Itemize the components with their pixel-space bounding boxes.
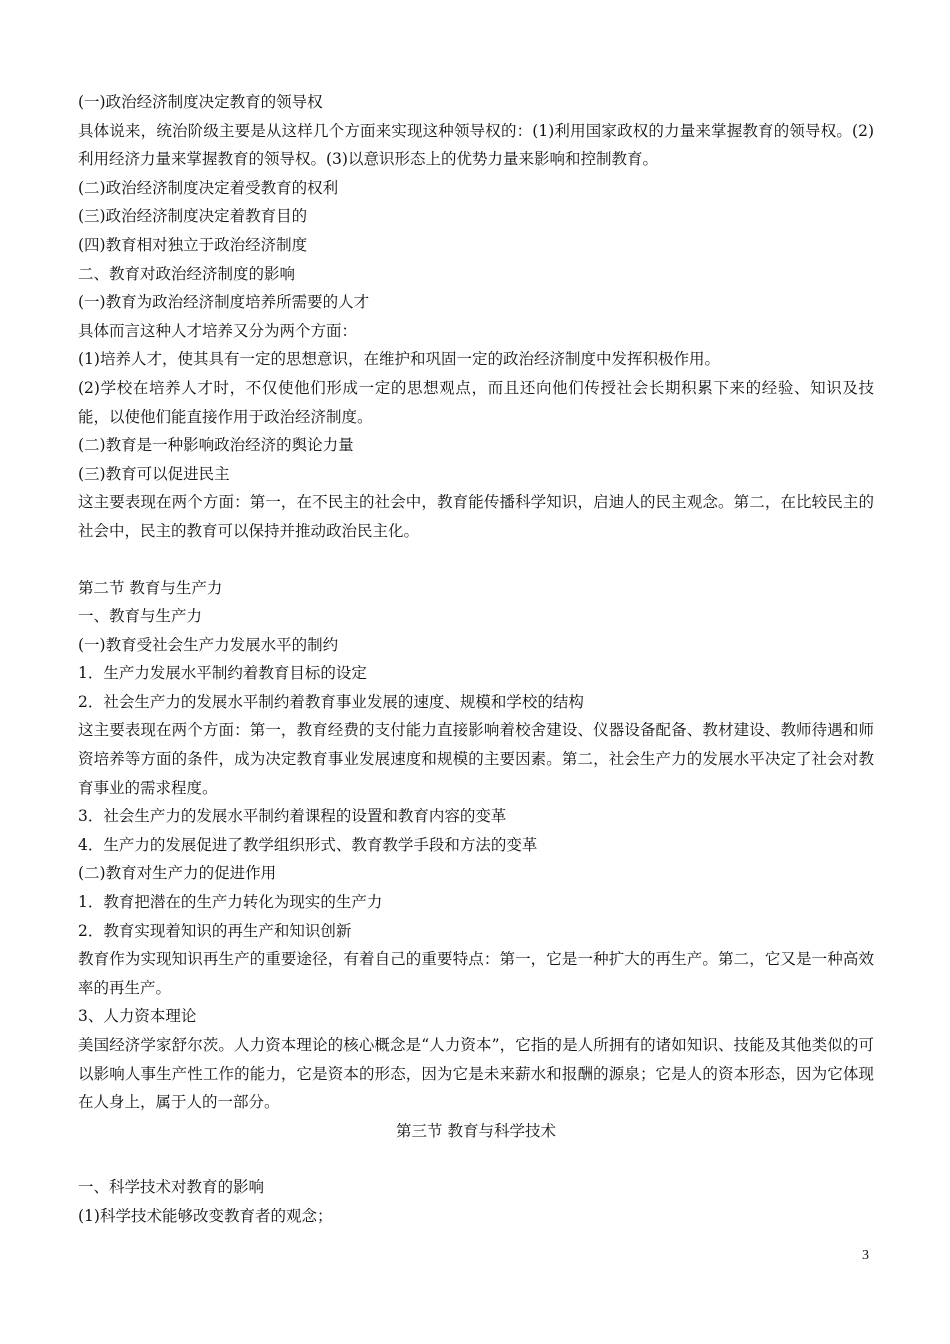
heading-human-capital: 3、人力资本理论 [78,1007,197,1026]
paragraph-human-capital: 美国经济学家舒尔茨。人力资本理论的核心概念是“人力资本”，它指的是人所拥有的诸如知识、技能及其他类似的可以影响人事生产性工作的能力，它是资本的形态，因为它是未来薪水和报酬的源泉；它是人的资本形态，因为它体现在人身上，属于人的一部分。 [78,1036,874,1112]
spacer [78,1145,874,1173]
numbered-item-4: 4．生产力的发展促进了教学组织形式、教育教学手段和方法的变革 [78,835,538,854]
section-education-productivity: 一、教育与生产力 [78,607,203,626]
numbered-item-3: 3．社会生产力的发展水平制约着课程的设置和教育内容的变革 [78,807,507,826]
heading-cultivate-talent: (一)教育为政治经济制度培养所需要的人才 [78,293,370,312]
numbered-item-2b: 2．教育实现着知识的再生产和知识创新 [78,921,352,940]
paragraph-democracy: 这主要表现在两个方面：第一，在不民主的社会中，教育能传播科学知识，启迪人的民主观念。第二，在比较民主的社会中，民主的教育可以保持并推动政治民主化。 [78,493,874,540]
heading-relative-independence: (四)教育相对独立于政治经济制度 [78,235,308,254]
heading-political-leadership: (一)政治经济制度决定教育的领导权 [78,93,323,111]
page-number: 3 [862,1248,869,1263]
list-item-2: (2)学校在培养人才时，不仅使他们形成一定的思想观点，而且还向他们传授社会长期积累下来的经验、知识及技能，以使他们能直接作用于政治经济制度。 [78,378,874,426]
numbered-item-2: 2．社会生产力的发展水平制约着教育事业发展的速度、规模和学校的结构 [78,692,584,711]
heading-democracy: (三)教育可以促进民主 [78,464,230,483]
section-title-2: 第二节 教育与生产力 [78,578,223,597]
section-science-influence: 一、科学技术对教育的影响 [78,1178,265,1197]
list-item-science-1: (1)科学技术能够改变教育者的观念； [78,1206,333,1225]
list-item-1: (1)培养人才，使其具有一定的思想意识，在维护和巩固一定的政治经济制度中发挥积极作用。 [78,350,720,369]
heading-education-aims: (三)政治经济制度决定着教育目的 [78,207,308,226]
document-body [78,88,874,1231]
heading-right-to-education: (二)政治经济制度决定着受教育的权利 [78,178,339,197]
section-education-influence: 二、教育对政治经济制度的影响 [78,264,296,283]
paragraph-leadership-means: 具体说来，统治阶级主要是从这样几个方面来实现这种领导权的：(1)利用国家政权的力量来掌握教育的领导权。(2)利用经济力量来掌握教育的领导权。(3)以意识形态上的优势力量来影响和控制教育。 [78,121,874,169]
heading-constraints: (一)教育受社会生产力发展水平的制约 [78,635,339,654]
paragraph-funding: 这主要表现在两个方面：第一，教育经费的支付能力直接影响着校舍建设、仪器设备配备、教材建设、教师待遇和师资培养等方面的条件，成为决定教育事业发展速度和规模的主要因素。第二，社会生产力的发展水平决定了社会对教育事业的需求程度。 [78,721,874,797]
numbered-item-1b: 1．教育把潜在的生产力转化为现实的生产力 [78,893,383,912]
text-two-aspects: 具体而言这种人才培养又分为两个方面： [78,321,358,340]
spacer [78,546,874,574]
heading-public-opinion: (二)教育是一种影响政治经济的舆论力量 [78,436,354,455]
numbered-item-1: 1．生产力发展水平制约着教育目标的设定 [78,664,367,683]
paragraph-knowledge-reproduction: 教育作为实现知识再生产的重要途径，有着自己的重要特点：第一，它是一种扩大的再生产。第二，它又是一种高效率的再生产。 [78,950,874,997]
heading-promotion: (二)教育对生产力的促进作用 [78,864,277,883]
section-title-3: 第三节 教育与科学技术 [396,1121,556,1140]
